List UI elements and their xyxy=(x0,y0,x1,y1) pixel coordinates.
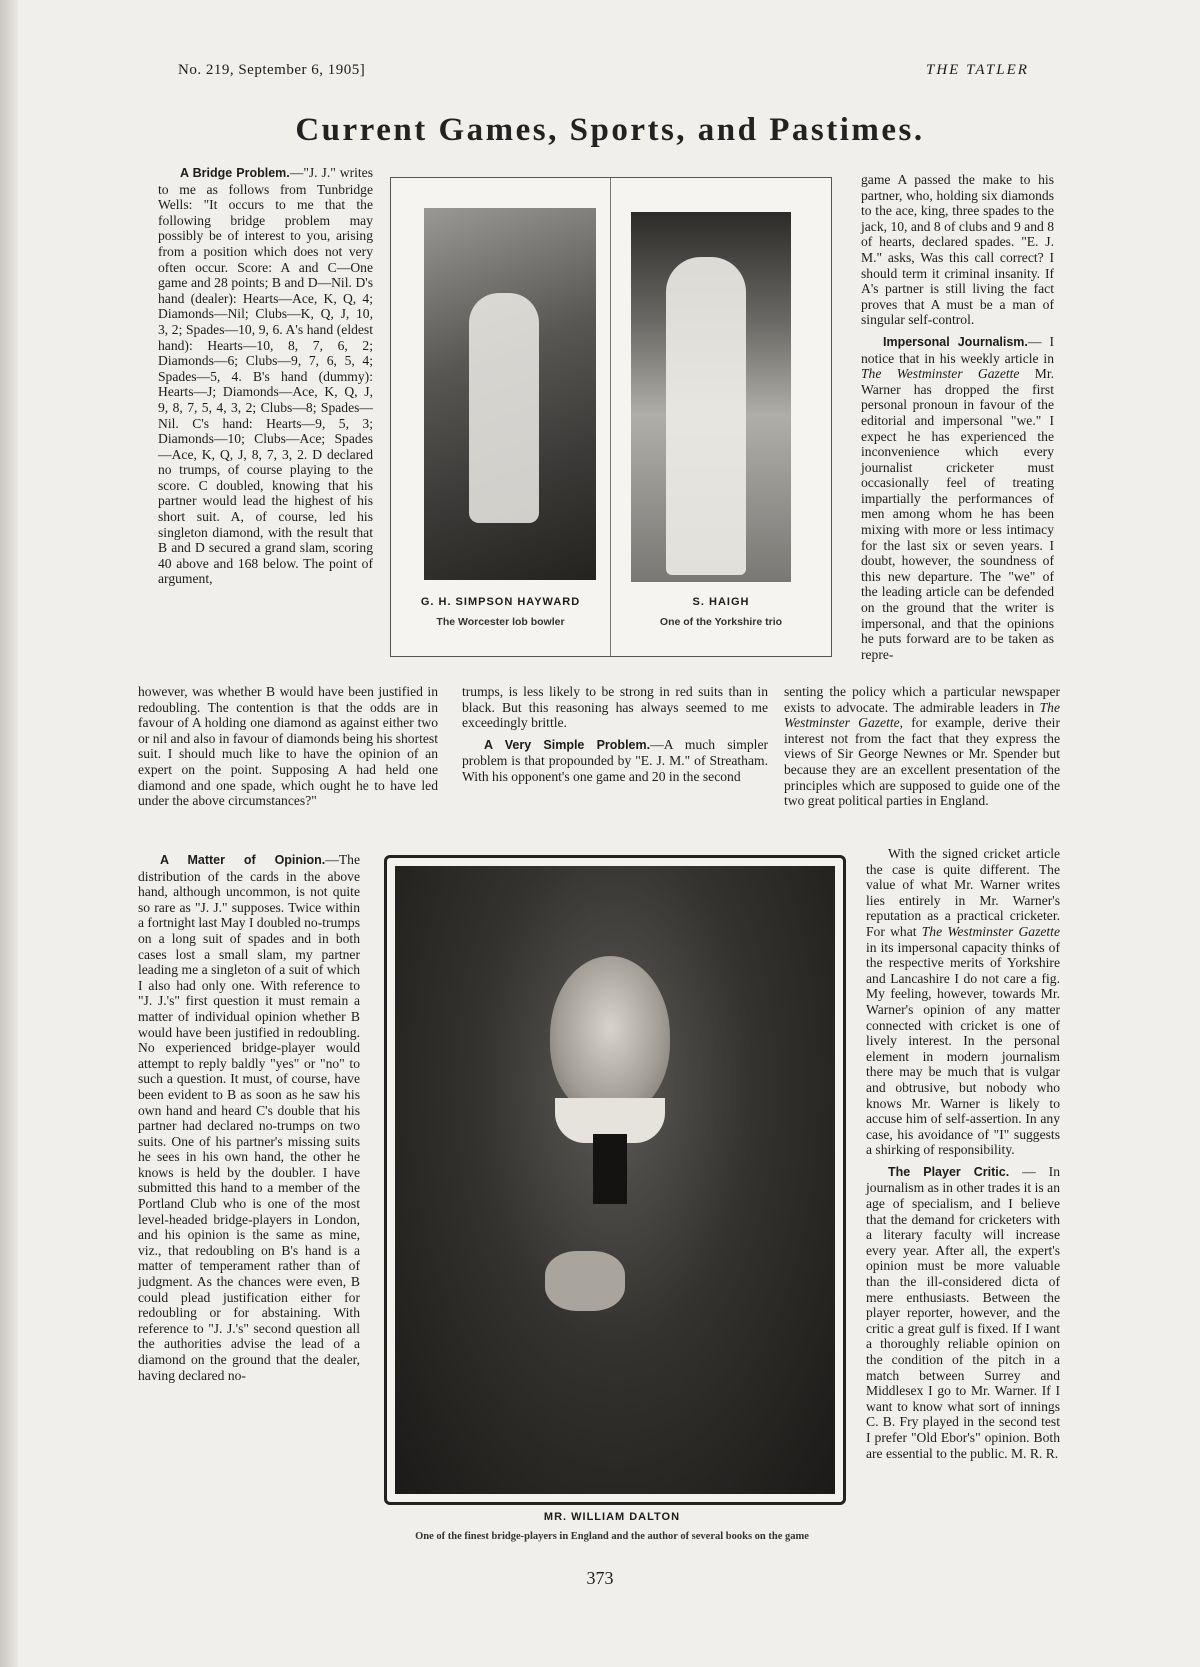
gazette-title-2: The Westminster Gazette xyxy=(784,699,1060,731)
column-middle xyxy=(462,684,768,791)
page-title: Current Games, Sports, and Pastimes. xyxy=(295,112,925,148)
gazette-title-1: The Westminster Gazette xyxy=(861,366,1020,382)
impersonal-text-a: — I notice that in his weekly article in xyxy=(861,333,1054,366)
lead-simple-problem: A Very Simple Problem. xyxy=(484,737,651,752)
photo-simpson-hayward xyxy=(424,208,596,580)
wide-right-text-a: senting the policy which a particular newspaper exists to advocate. The admirable leaders in xyxy=(784,684,1060,715)
caption-dalton-sub: One of the finest bridge-players in England and the author of several books on the game xyxy=(415,1531,809,1542)
bowler-figure xyxy=(469,293,539,523)
caption-hayward-sub: The Worcester lob bowler xyxy=(436,616,565,628)
photo-haigh xyxy=(631,212,791,582)
lead-bridge-problem: A Bridge Problem. xyxy=(180,166,290,180)
signed-article-text-a: With the signed cricket article the case is quite different. The value of what Mr. Warner writes lies entirely in Mr. Warner's reputation as a practical cricketer. For what xyxy=(866,846,1060,939)
simple-problem-continued: game A passed the make to his partner, who, holding six diamonds to the ace, king, three spades to the jack, 10, and 8 of clubs and 9 and 8 of hearts, declared spades. "E. J. M." asks, Was this call correct? I should term it criminal insanity. If A's partner is still living the fact proves that A must be a man of singular self-control. xyxy=(861,172,1054,328)
gazette-title-3: The Westminster Gazette xyxy=(921,923,1060,939)
portrait-tie xyxy=(593,1134,627,1204)
simple-problem-text: —A much simpler problem is that propounded by "E. J. M." of Streatham. With his opponent's one game and 20 in the second xyxy=(462,736,769,784)
caption-dalton-name: MR. WILLIAM DALTON xyxy=(543,1511,681,1523)
trumps-reasoning-text: trumps, is less likely to be strong in red suits than in black. But this reasoning has always seemed to me exceedingly brittle. xyxy=(462,684,768,731)
magazine-name-header: THE TATLER xyxy=(926,62,1029,78)
page-number: 373 xyxy=(586,1568,614,1588)
cricketer-photos-panel xyxy=(390,177,832,657)
wide-right-text-b: , for example, derive their interest not from the fact that they express the views of Sir George Newnes or Mr. Spender but because they are an excellent presentation of the principles which are supposed to guide one of the two great political parties in England. xyxy=(784,715,1060,809)
caption-haigh-name: S. HAIGH xyxy=(692,596,750,608)
bridge-problem-text: —"J. J." writes to me as follows from Tunbridge Wells: "It occurs to me that the following bridge problem may possibly be of interest to you, arising from a position which does not very often occur. Score: A and C—One game and 28 points; B and D—Nil. D's hand (dealer): Hearts—Ace, K, Q, 4; Diamonds—Nil; Clubs—K, Q, J, 10, 3, 2; Spades—10, 9, 6. A's hand (eldest hand): Hearts—10, 8, 7, 6, 2; Diamonds—6; Clubs—9, 7, 6, 5, 4; Spades—5, 4. B's hand (dummy): Hearts—J; Diamonds—Ace, K, Q, J, 9, 8, 7, 5, 4, 3, 2; Clubs—8; Spades—Nil. C's hand: Hearts—9, 5, 3; Diamonds—10; Clubs—Ace; Spades—Ace, K, Q, J, 8, 7, 3, 2. D declared no trumps, of course playing to the score. C doubled, knowing that his partner would lead the highest of his short suit. A, of course, led his singleton diamond, with the result that B and D secured a grand slam, scoring 40 above and 168 below. The point of argument, xyxy=(158,165,373,587)
column-right-top xyxy=(861,172,1054,668)
column-left-top xyxy=(158,165,373,593)
issue-date-header: No. 219, September 6, 1905] xyxy=(178,62,366,78)
bridge-problem-continued: however, was whether B would have been justified in redoubling. The contention is that the odds are in favour of A holding one diamond as against either two or nil and also in favour of diamonds being his shortest suit. I should much like to have the opinion of an expert on the point. Supposing A had held one diamond and one spade, which ought he to have led under the above circumstances?" xyxy=(138,684,438,809)
page-spine-shadow xyxy=(0,0,18,1667)
impersonal-text-b: Mr. Warner has dropped the first personal pronoun in favour of the editorial and impersonal "we." I expect he has experienced the inconvenience which every journalist cricketer must occasionally feel of treating impartially the performances of men among whom he has been mixing with more or less intimacy for the last six or seven years. I doubt, however, the soundness of this new departure. The "we" of the leading article can be defended on the ground that the writer is impersonal, and that the opinions he puts forward are to be taken as repre- xyxy=(861,366,1054,662)
matter-of-opinion-text: —The distribution of the cards in the above hand, although uncommon, is not quite so rare as "J. J." supposes. Twice within a fortnight last May I doubled no-trumps on a long suit of spades and in both cases lost a small slam, my partner leading me a singleton of a suit of which I also had only one. With reference to "J. J.'s" first question it must remain a matter of individual opinion whether B would have been justified in redoubling. No experienced bridge-player would attempt to reply baldly "yes" or "no" to such a question. It must, of course, have been evident to B as soon as he saw his own hand and heard C's double that his partner had declared no-trumps on two suits. One of his partner's missing suits he sees in his own hand, the other he knows is held by the doubler. I have submitted this hand to a member of the Portland Club who is one of the most level-headed bridge-players in London, and his opinion is the same as mine, viz., that redoubling on B's hand is a matter of temperament rather than of judgment. As the chances were even, B could plead justification either for redoubling or for abstaining. With reference to "J. J.'s" second question all the authorities advise the lead of a diamond on the ground that the dealer, having declared no- xyxy=(138,852,360,1383)
lead-player-critic: The Player Critic. xyxy=(888,1164,1010,1179)
portrait-hand xyxy=(545,1251,625,1311)
column-left-lower xyxy=(138,852,360,1389)
portrait-frame xyxy=(384,855,846,1505)
caption-hayward-name: G. H. SIMPSON HAYWARD xyxy=(420,596,581,608)
lead-impersonal-journalism: Impersonal Journalism. xyxy=(883,334,1028,349)
portrait-face xyxy=(550,956,670,1116)
column-wide-right xyxy=(784,684,1060,815)
photo-divider xyxy=(610,178,611,656)
column-right-lower xyxy=(866,846,1060,1467)
batsman-figure xyxy=(666,257,746,575)
player-critic-text: — In journalism as in other trades it is an age of specialism, and I believe that the demand for cricketers with a literary faculty will increase every year. After all, the expert's opinion must be more valuable than the ill-considered dicta of mere enthusiasts. Between the player reporter, however, and the critic a great gulf is fixed. If I want a thoroughly reliable opinion on the condition of the pitch in a match between Surrey and Middlesex I go to Mr. Warner. If I want to know what sort of innings C. B. Fry played in the second test I prefer "Old Ebor's" opinion. Both are essential to the public. M. R. R. xyxy=(866,1163,1060,1461)
column-wide-left xyxy=(138,684,438,815)
signed-article-text-b: in its impersonal capacity thinks of the respective merits of Yorkshire and Lancashire I do not care a fig. My feeling, however, towards Mr. Warner's opinion of any matter connected with cricket is one of lively interest. In the personal element in modern journalism there may be much that is vulgar and obtrusive, but nobody who knows Mr. Warner is likely to accuse him of self-assertion. In any case, his avoidance of "I" suggests a shirking of responsibility. xyxy=(866,939,1060,1158)
caption-haigh-sub: One of the Yorkshire trio xyxy=(659,616,783,628)
lead-matter-of-opinion: A Matter of Opinion. xyxy=(160,853,326,867)
photo-william-dalton xyxy=(395,866,835,1494)
